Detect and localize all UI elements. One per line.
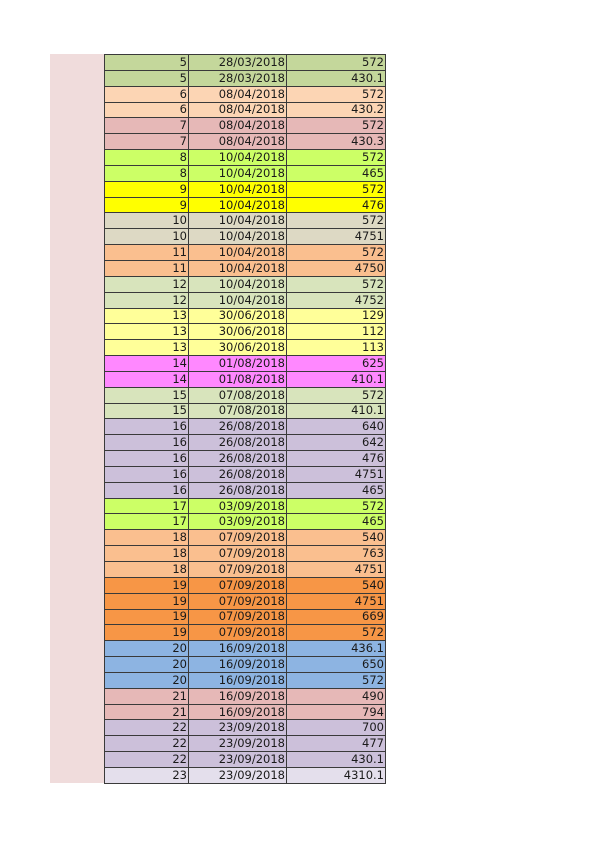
cell-group-number[interactable]: 12 <box>105 276 189 292</box>
cell-value[interactable]: 572 <box>287 245 386 261</box>
cell-group-number[interactable]: 22 <box>105 720 189 736</box>
table-row <box>105 403 386 419</box>
cell-value[interactable]: 572 <box>287 276 386 292</box>
cell-date[interactable]: 23/09/2018 <box>189 752 287 768</box>
table-row <box>105 466 386 482</box>
cell-date[interactable]: 08/04/2018 <box>189 134 287 150</box>
cell-value[interactable]: 490 <box>287 688 386 704</box>
cell-value[interactable]: 465 <box>287 165 386 181</box>
table-row <box>105 102 386 118</box>
cell-group-number[interactable]: 8 <box>105 165 189 181</box>
cell-date[interactable]: 07/08/2018 <box>189 387 287 403</box>
cell-value[interactable]: 625 <box>287 356 386 372</box>
cell-group-number[interactable]: 13 <box>105 340 189 356</box>
table-row <box>105 134 386 150</box>
cell-group-number[interactable]: 19 <box>105 609 189 625</box>
cell-group-number[interactable]: 23 <box>105 767 189 783</box>
table-row <box>105 736 386 752</box>
cell-date[interactable]: 07/09/2018 <box>189 577 287 593</box>
cell-value[interactable]: 430.1 <box>287 70 386 86</box>
table-row <box>105 260 386 276</box>
cell-group-number[interactable]: 19 <box>105 625 189 641</box>
table-row <box>105 577 386 593</box>
cell-group-number[interactable]: 14 <box>105 356 189 372</box>
cell-value[interactable]: 430.1 <box>287 752 386 768</box>
table-row <box>105 482 386 498</box>
cell-group-number[interactable]: 11 <box>105 245 189 261</box>
cell-group-number[interactable]: 20 <box>105 641 189 657</box>
table-row <box>105 150 386 166</box>
cell-group-number[interactable]: 16 <box>105 419 189 435</box>
table-row <box>105 657 386 673</box>
table-row <box>105 70 386 86</box>
cell-group-number[interactable]: 19 <box>105 593 189 609</box>
cell-value[interactable]: 669 <box>287 609 386 625</box>
cell-value[interactable]: 112 <box>287 324 386 340</box>
cell-value[interactable]: 436.1 <box>287 641 386 657</box>
cell-date[interactable]: 16/09/2018 <box>189 641 287 657</box>
cell-group-number[interactable]: 6 <box>105 102 189 118</box>
cell-date[interactable]: 08/04/2018 <box>189 118 287 134</box>
cell-group-number[interactable]: 21 <box>105 688 189 704</box>
table-row <box>105 562 386 578</box>
cell-group-number[interactable]: 13 <box>105 308 189 324</box>
cell-date[interactable]: 16/09/2018 <box>189 688 287 704</box>
cell-group-number[interactable]: 15 <box>105 403 189 419</box>
cell-value[interactable]: 465 <box>287 482 386 498</box>
cell-value[interactable]: 572 <box>287 86 386 102</box>
cell-date[interactable]: 26/08/2018 <box>189 466 287 482</box>
cell-value[interactable]: 572 <box>287 672 386 688</box>
cell-group-number[interactable]: 20 <box>105 672 189 688</box>
cell-date[interactable]: 16/09/2018 <box>189 657 287 673</box>
table-row <box>105 625 386 641</box>
cell-date[interactable]: 23/09/2018 <box>189 767 287 783</box>
cell-date[interactable]: 10/04/2018 <box>189 260 287 276</box>
cell-group-number[interactable]: 14 <box>105 371 189 387</box>
cell-group-number[interactable]: 10 <box>105 213 189 229</box>
cell-value[interactable]: 572 <box>287 625 386 641</box>
cell-group-number[interactable]: 19 <box>105 577 189 593</box>
table-row <box>105 641 386 657</box>
cell-group-number[interactable]: 22 <box>105 752 189 768</box>
cell-date[interactable]: 01/08/2018 <box>189 371 287 387</box>
table-row <box>105 276 386 292</box>
data-table <box>104 54 386 784</box>
cell-date[interactable]: 28/03/2018 <box>189 70 287 86</box>
table-row <box>105 371 386 387</box>
cell-date[interactable]: 10/04/2018 <box>189 245 287 261</box>
table-row <box>105 197 386 213</box>
cell-value[interactable]: 640 <box>287 419 386 435</box>
table-row <box>105 86 386 102</box>
cell-date[interactable]: 10/04/2018 <box>189 229 287 245</box>
cell-group-number[interactable]: 15 <box>105 387 189 403</box>
cell-group-number[interactable]: 8 <box>105 150 189 166</box>
cell-group-number[interactable]: 5 <box>105 70 189 86</box>
table-row <box>105 593 386 609</box>
table-row <box>105 767 386 783</box>
table-row <box>105 340 386 356</box>
cell-date[interactable]: 26/08/2018 <box>189 419 287 435</box>
cell-group-number[interactable]: 6 <box>105 86 189 102</box>
cell-group-number[interactable]: 18 <box>105 546 189 562</box>
cell-group-number[interactable]: 20 <box>105 657 189 673</box>
cell-group-number[interactable]: 18 <box>105 562 189 578</box>
table-row <box>105 387 386 403</box>
cell-group-number[interactable]: 17 <box>105 514 189 530</box>
table-row <box>105 609 386 625</box>
table-row <box>105 292 386 308</box>
cell-date[interactable]: 30/06/2018 <box>189 340 287 356</box>
cell-value[interactable]: 763 <box>287 546 386 562</box>
cell-date[interactable]: 07/09/2018 <box>189 593 287 609</box>
cell-date[interactable]: 26/08/2018 <box>189 482 287 498</box>
cell-group-number[interactable]: 16 <box>105 435 189 451</box>
cell-date[interactable]: 10/04/2018 <box>189 276 287 292</box>
table-row <box>105 530 386 546</box>
sheet-margin-strip <box>50 54 104 783</box>
cell-value[interactable]: 129 <box>287 308 386 324</box>
cell-value[interactable]: 572 <box>287 498 386 514</box>
table-row <box>105 419 386 435</box>
table-row <box>105 752 386 768</box>
table-row <box>105 118 386 134</box>
cell-date[interactable]: 23/09/2018 <box>189 720 287 736</box>
table-row <box>105 55 386 71</box>
cell-date[interactable]: 08/04/2018 <box>189 102 287 118</box>
table-row <box>105 324 386 340</box>
table-row <box>105 704 386 720</box>
cell-date[interactable]: 16/09/2018 <box>189 704 287 720</box>
cell-value[interactable]: 572 <box>287 387 386 403</box>
cell-date[interactable]: 10/04/2018 <box>189 181 287 197</box>
table-row <box>105 245 386 261</box>
cell-group-number[interactable]: 7 <box>105 134 189 150</box>
cell-value[interactable]: 4310.1 <box>287 767 386 783</box>
cell-group-number[interactable]: 17 <box>105 498 189 514</box>
table-row <box>105 514 386 530</box>
cell-value[interactable]: 572 <box>287 150 386 166</box>
cell-date[interactable]: 26/08/2018 <box>189 435 287 451</box>
cell-group-number[interactable]: 22 <box>105 736 189 752</box>
cell-value[interactable]: 642 <box>287 435 386 451</box>
cell-value[interactable]: 4751 <box>287 466 386 482</box>
cell-group-number[interactable]: 21 <box>105 704 189 720</box>
cell-date[interactable]: 10/04/2018 <box>189 150 287 166</box>
cell-value[interactable]: 113 <box>287 340 386 356</box>
cell-value[interactable]: 430.3 <box>287 134 386 150</box>
cell-group-number[interactable]: 9 <box>105 181 189 197</box>
cell-date[interactable]: 10/04/2018 <box>189 197 287 213</box>
cell-value[interactable]: 572 <box>287 181 386 197</box>
cell-group-number[interactable]: 10 <box>105 229 189 245</box>
table-row <box>105 451 386 467</box>
table-row <box>105 308 386 324</box>
table-row <box>105 688 386 704</box>
cell-value[interactable]: 476 <box>287 197 386 213</box>
cell-date[interactable]: 07/09/2018 <box>189 530 287 546</box>
cell-value[interactable]: 410.1 <box>287 403 386 419</box>
cell-group-number[interactable]: 5 <box>105 55 189 71</box>
cell-group-number[interactable]: 16 <box>105 482 189 498</box>
cell-value[interactable]: 572 <box>287 55 386 71</box>
cell-value[interactable]: 794 <box>287 704 386 720</box>
cell-group-number[interactable]: 12 <box>105 292 189 308</box>
cell-value[interactable]: 410.1 <box>287 371 386 387</box>
table-row <box>105 165 386 181</box>
cell-date[interactable]: 07/09/2018 <box>189 546 287 562</box>
cell-date[interactable]: 08/04/2018 <box>189 86 287 102</box>
cell-date[interactable]: 07/08/2018 <box>189 403 287 419</box>
cell-date[interactable]: 07/09/2018 <box>189 562 287 578</box>
cell-date[interactable]: 30/06/2018 <box>189 308 287 324</box>
table-row <box>105 356 386 372</box>
cell-date[interactable]: 10/04/2018 <box>189 213 287 229</box>
cell-value[interactable]: 540 <box>287 577 386 593</box>
cell-group-number[interactable]: 18 <box>105 530 189 546</box>
cell-group-number[interactable]: 16 <box>105 451 189 467</box>
cell-value[interactable]: 477 <box>287 736 386 752</box>
cell-date[interactable]: 23/09/2018 <box>189 736 287 752</box>
cell-date[interactable]: 16/09/2018 <box>189 672 287 688</box>
cell-date[interactable]: 03/09/2018 <box>189 498 287 514</box>
table-row <box>105 435 386 451</box>
cell-value[interactable]: 4751 <box>287 229 386 245</box>
table-row <box>105 672 386 688</box>
cell-value[interactable]: 4750 <box>287 260 386 276</box>
cell-date[interactable]: 01/08/2018 <box>189 356 287 372</box>
cell-value[interactable]: 572 <box>287 118 386 134</box>
cell-value[interactable]: 700 <box>287 720 386 736</box>
cell-group-number[interactable]: 7 <box>105 118 189 134</box>
cell-value[interactable]: 4751 <box>287 562 386 578</box>
cell-date[interactable]: 10/04/2018 <box>189 165 287 181</box>
cell-group-number[interactable]: 9 <box>105 197 189 213</box>
cell-date[interactable]: 03/09/2018 <box>189 514 287 530</box>
table-row <box>105 546 386 562</box>
cell-date[interactable]: 07/09/2018 <box>189 625 287 641</box>
cell-group-number[interactable]: 11 <box>105 260 189 276</box>
cell-value[interactable]: 4752 <box>287 292 386 308</box>
cell-group-number[interactable]: 16 <box>105 466 189 482</box>
cell-value[interactable]: 430.2 <box>287 102 386 118</box>
cell-value[interactable]: 476 <box>287 451 386 467</box>
cell-date[interactable]: 30/06/2018 <box>189 324 287 340</box>
cell-date[interactable]: 26/08/2018 <box>189 451 287 467</box>
cell-value[interactable]: 4751 <box>287 593 386 609</box>
table-row <box>105 213 386 229</box>
cell-date[interactable]: 10/04/2018 <box>189 292 287 308</box>
cell-value[interactable]: 572 <box>287 213 386 229</box>
cell-value[interactable]: 465 <box>287 514 386 530</box>
table-row <box>105 181 386 197</box>
cell-date[interactable]: 07/09/2018 <box>189 609 287 625</box>
table-body <box>105 55 386 784</box>
cell-group-number[interactable]: 13 <box>105 324 189 340</box>
cell-date[interactable]: 28/03/2018 <box>189 55 287 71</box>
cell-value[interactable]: 540 <box>287 530 386 546</box>
table-row <box>105 720 386 736</box>
cell-value[interactable]: 650 <box>287 657 386 673</box>
table-row <box>105 229 386 245</box>
table-row <box>105 498 386 514</box>
